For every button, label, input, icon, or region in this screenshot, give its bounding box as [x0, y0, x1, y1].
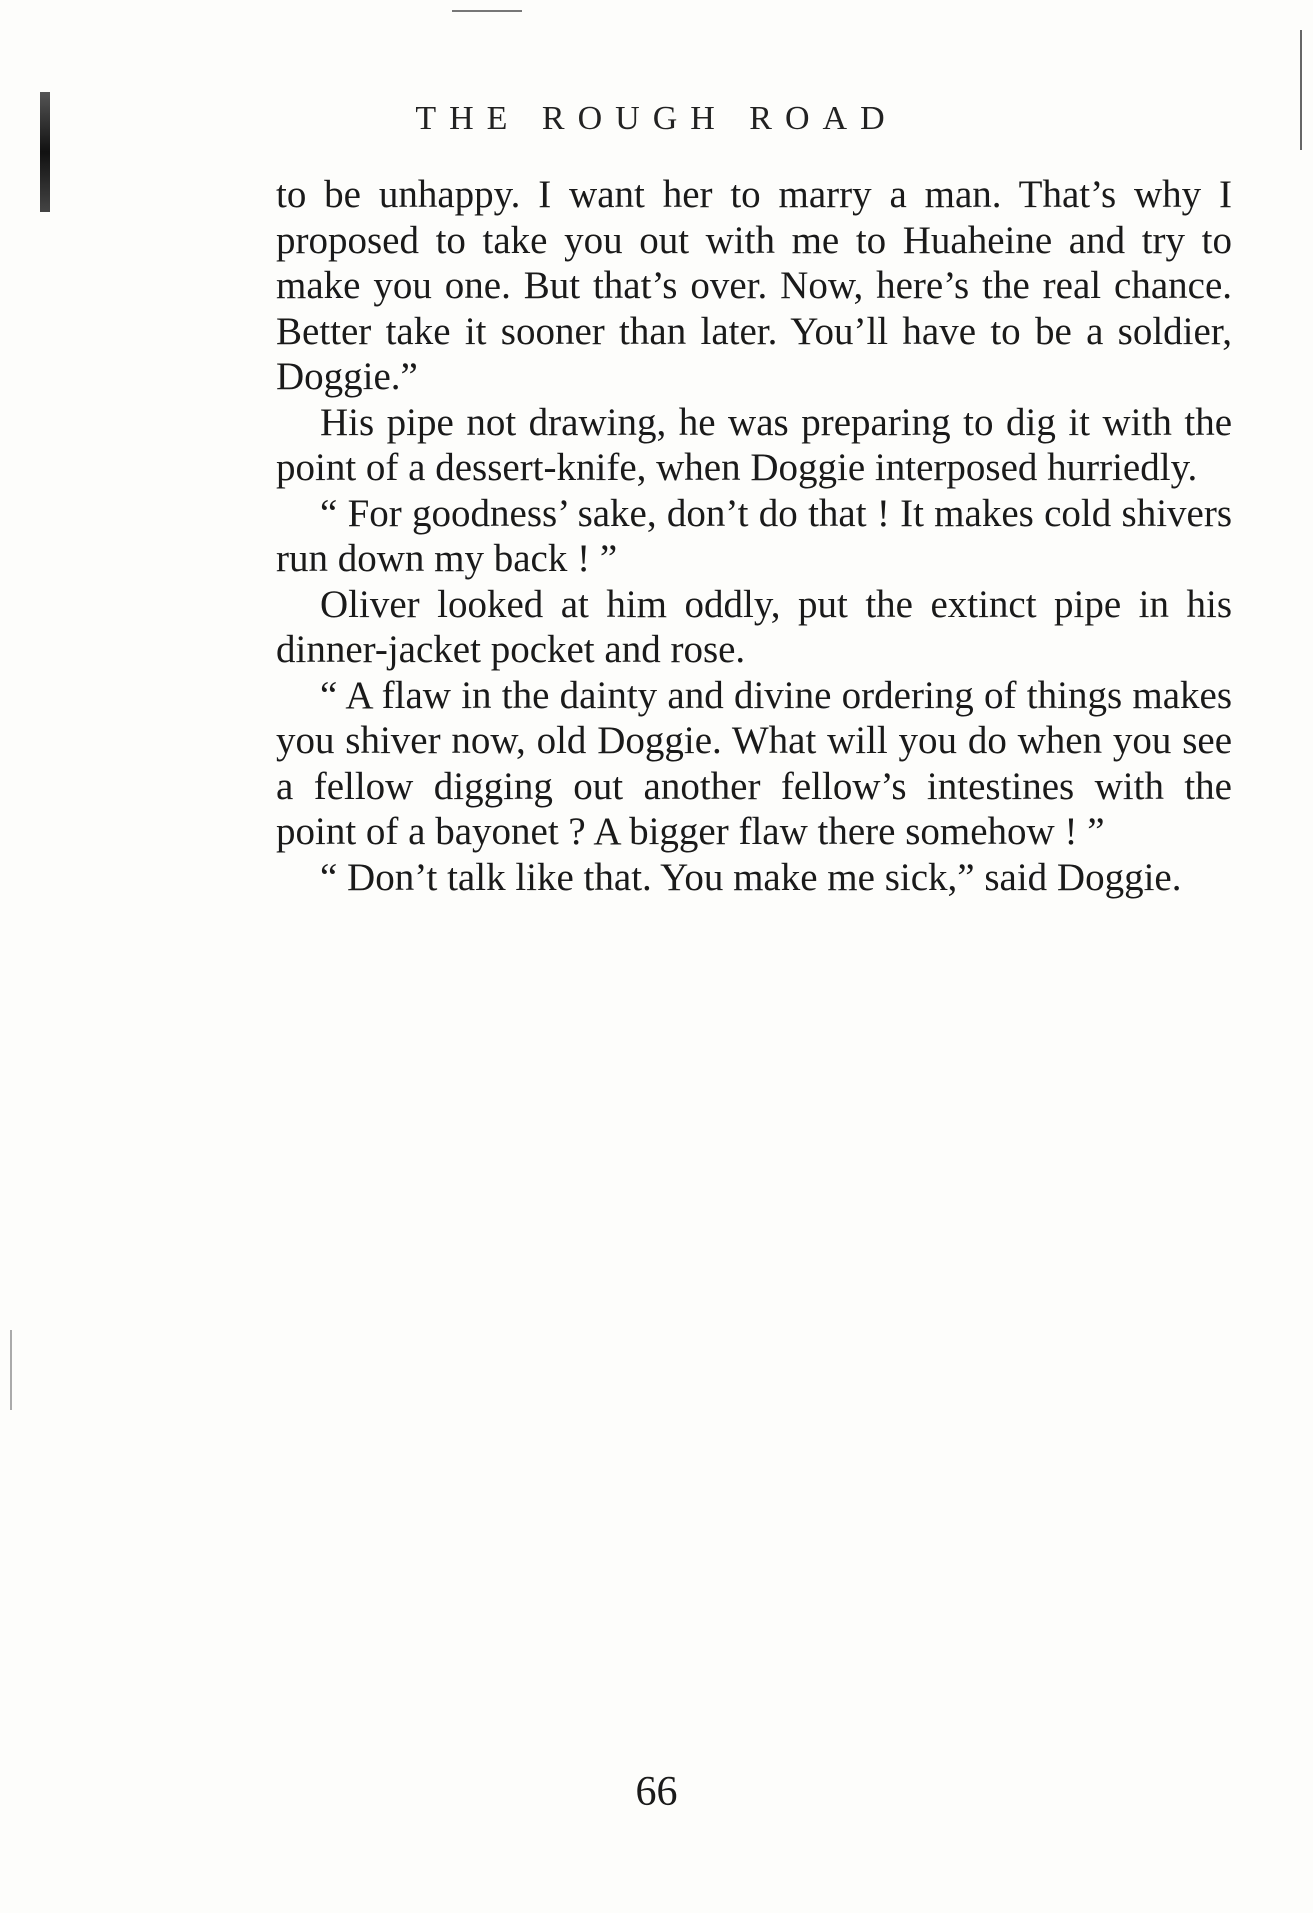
- paragraph: “ For goodness’ sake, don’t do that ! It makes cold shivers run down my back ! ”: [276, 491, 1232, 580]
- running-head: THE ROUGH ROAD: [415, 100, 898, 137]
- paragraph: “ A flaw in the dainty and divine ordering of things makes you shiver now, old Doggie. What will you do when you see a fellow digging out another fellow’s intestines with the point of a bayonet ? A bigger flaw there somehow ! ”: [276, 673, 1232, 853]
- page-number: 66: [635, 1769, 678, 1815]
- paragraph: Oliver looked at him oddly, put the extinct pipe in his dinner-jacket pocket and rose.: [276, 582, 1232, 671]
- scan-mark-top: [452, 10, 522, 12]
- paragraph: “ Don’t talk like that. You make me sick,” said Doggie.: [320, 855, 1182, 899]
- paragraph: His pipe not drawing, he was preparing to dig it with the point of a dessert-knife, when Doggie interposed hurriedly.: [276, 400, 1232, 489]
- body-text: [276, 172, 1232, 900]
- paragraph: to be unhappy. I want her to marry a man. That’s why I proposed to take you out with me to Huaheine and try to make you one. But that’s over. Now, here’s the real chance. Better take it sooner than later. You’ll have to be a soldier, Doggie.”: [276, 173, 1232, 398]
- scan-specks-left: [10, 1330, 12, 1410]
